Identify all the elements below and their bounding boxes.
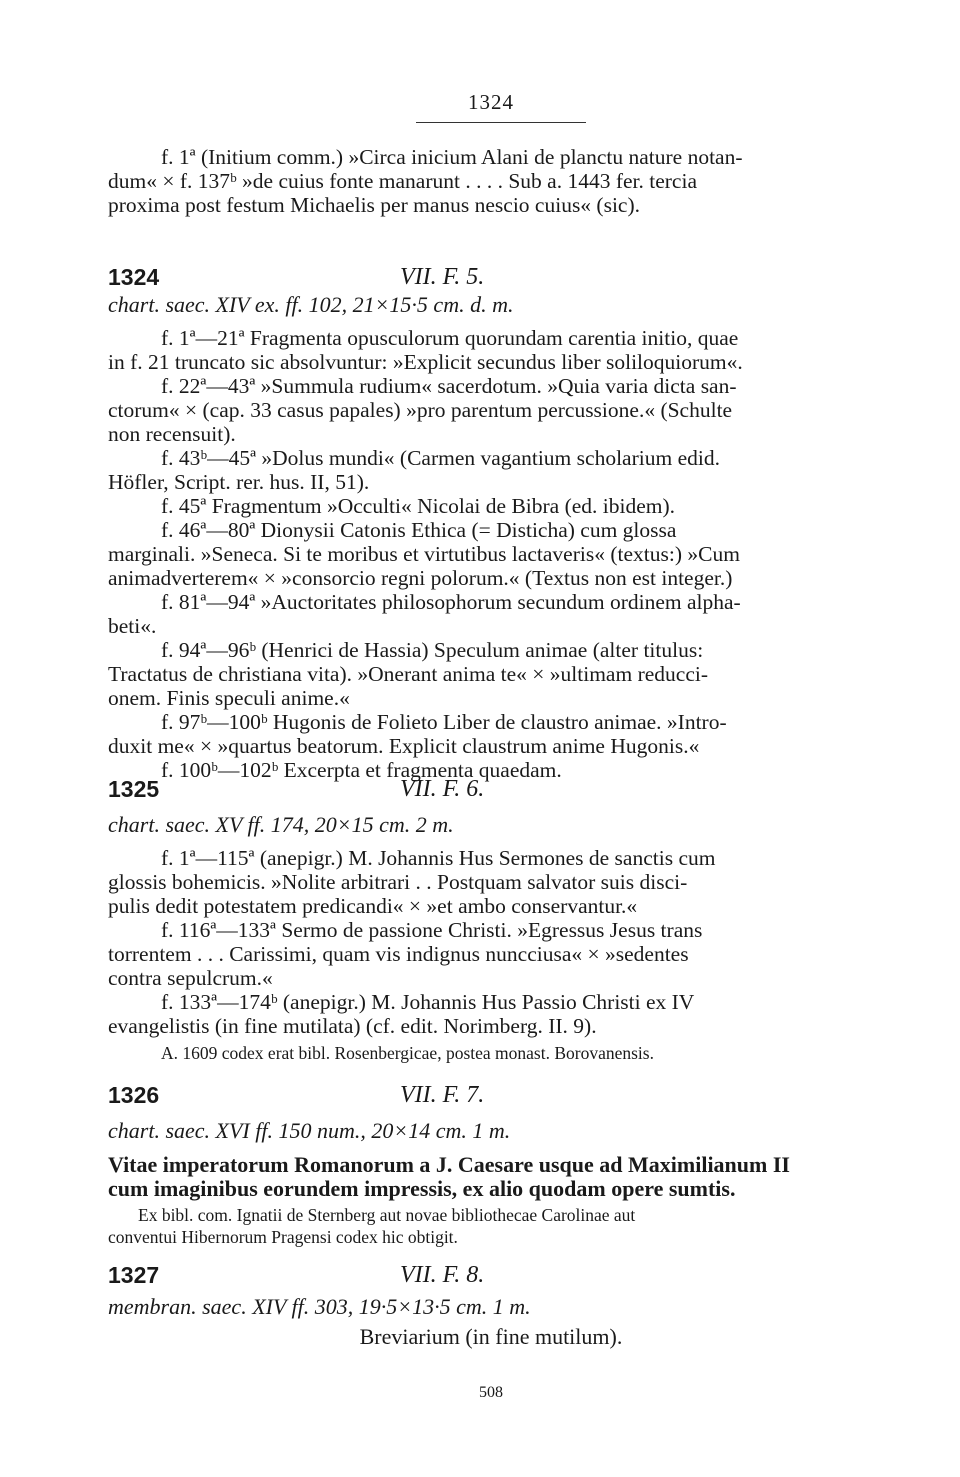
shelf-mark: VII. F. 5. xyxy=(400,264,485,290)
continuation-paragraph xyxy=(108,145,874,217)
entry-number: 1327 xyxy=(108,1262,160,1288)
physical-description: membran. saec. XIV ff. 303, 19·5×13·5 cm. 1 m. xyxy=(108,1294,531,1319)
text-line: f. 46ª—80ª Dionysii Catonis Ethica (= Disticha) cum glossa xyxy=(161,518,677,542)
text-line: f. 97ᵇ—100ᵇ Hugonis de Folieto Liber de claustro animae. »Intro- xyxy=(161,710,727,734)
contents-1325 xyxy=(108,846,874,1038)
work-title: Vitae imperatorum Romanorum a J. Caesare usque ad Maximilianum II xyxy=(108,1152,790,1177)
text-line: f. 133ª—174ᵇ (anepigr.) M. Johannis Hus Passio Christi ex IV xyxy=(161,990,695,1014)
text-line: f. 100ᵇ—102ᵇ Excerpta et fragmenta quaedam. xyxy=(161,758,562,782)
physical-description: chart. saec. XIV ex. ff. 102, 21×15·5 cm. d. m. xyxy=(108,292,514,317)
running-head-rule xyxy=(416,122,586,123)
provenance-note: Ex bibl. com. Ignatii de Sternberg aut novae bibliothecae Carolinae aut xyxy=(138,1205,636,1225)
text-line: proxima post festum Michaelis per manus nescio cuius« (sic). xyxy=(108,193,641,217)
entry-header-1324 xyxy=(108,264,874,294)
entry-header-1326 xyxy=(108,1082,874,1112)
entry-header-1325 xyxy=(108,776,874,806)
entry-header-1327 xyxy=(108,1262,874,1292)
running-head: 1324 xyxy=(468,90,514,114)
catalogue-page xyxy=(108,0,874,1477)
physical-description: chart. saec. XV ff. 174, 20×15 cm. 2 m. xyxy=(108,812,454,837)
text-line: f. 1ª—21ª Fragmenta opusculorum quorundam carentia initio, quae xyxy=(161,326,739,350)
text-line: f. 45ª Fragmentum »Occulti« Nicolai de Bibra (ed. ibidem). xyxy=(161,494,676,518)
text-line: Tractatus de christiana vita). »Onerant anima te« × »ultimam reducci- xyxy=(108,662,708,686)
provenance-note: A. 1609 codex erat bibl. Rosenbergicae, postea monast. Borovanensis. xyxy=(161,1043,654,1063)
text-line: Höfler, Script. rer. hus. II, 51). xyxy=(108,470,370,494)
work-title: Breviarium (in fine mutilum). xyxy=(359,1324,623,1349)
page-number: 508 xyxy=(479,1384,503,1401)
text-line: non recensuit). xyxy=(108,422,236,446)
text-line: torrentem . . . Carissimi, quam vis indignus nuncciusa« × »sedentes xyxy=(108,942,689,966)
contents-1324 xyxy=(108,326,874,782)
text-line: f. 81ª—94ª »Auctoritates philosophorum secundum ordinem alpha- xyxy=(161,590,741,614)
entry-number: 1326 xyxy=(108,1082,160,1108)
physical-description: chart. saec. XVI ff. 150 num., 20×14 cm. 1 m. xyxy=(108,1118,511,1143)
text-line: dum« × f. 137ᵇ »de cuius fonte manarunt . . . . Sub a. 1443 fer. tercia xyxy=(108,169,697,193)
text-line: ctorum« × (cap. 33 casus papales) »pro parentum percussione.« (Schulte xyxy=(108,398,733,422)
entry-number: 1325 xyxy=(108,776,160,802)
text-line: pulis dedit potestatem predicandi« × »et ambo conservantur.« xyxy=(108,894,638,918)
text-line: beti«. xyxy=(108,614,157,638)
entry-number: 1324 xyxy=(108,264,160,290)
text-line: f. 43ᵇ—45ª »Dolus mundi« (Carmen vagantium scholarium edid. xyxy=(161,446,720,470)
text-line: glossis bohemicis. »Nolite arbitrari . . Postquam salvator suis disci- xyxy=(108,870,688,894)
text-line: onem. Finis speculi anime.« xyxy=(108,686,350,710)
text-line: duxit me« × »quartus beatorum. Explicit claustrum anime Hugonis.« xyxy=(108,734,700,758)
text-line: animadverterem« × »consorcio regni polorum.« (Textus non est integer.) xyxy=(108,566,733,590)
text-line: f. 22ª—43ª »Summula rudium« sacerdotum. »Quia varia dicta san- xyxy=(161,374,737,398)
text-line: contra sepulcrum.« xyxy=(108,966,273,990)
text-line: in f. 21 truncato sic absolvuntur: »Explicit secundus liber soliloquiorum«. xyxy=(108,350,743,374)
text-line: evangelistis (in fine mutilata) (cf. edit. Norimberg. II. 9). xyxy=(108,1014,597,1038)
shelf-mark: VII. F. 7. xyxy=(400,1082,485,1108)
shelf-mark: VII. F. 6. xyxy=(400,776,485,802)
text-line: f. 1ª—115ª (anepigr.) M. Johannis Hus Sermones de sanctis cum xyxy=(161,846,716,870)
provenance-note: conventui Hibernorum Pragensi codex hic obtigit. xyxy=(108,1227,458,1247)
shelf-mark: VII. F. 8. xyxy=(400,1262,485,1288)
text-line: f. 94ª—96ᵇ (Henrici de Hassia) Speculum animae (alter titulus: xyxy=(161,638,704,662)
work-title: cum imaginibus eorundem impressis, ex alio quodam opere sumtis. xyxy=(108,1176,736,1201)
text-line: marginali. »Seneca. Si te moribus et virtutibus lactaveris« (textus:) »Cum xyxy=(108,542,740,566)
text-line: f. 116ª—133ª Sermo de passione Christi. »Egressus Jesus trans xyxy=(161,918,703,942)
text-line: f. 1ª (Initium comm.) »Circa inicium Alani de planctu nature notan- xyxy=(161,145,743,169)
